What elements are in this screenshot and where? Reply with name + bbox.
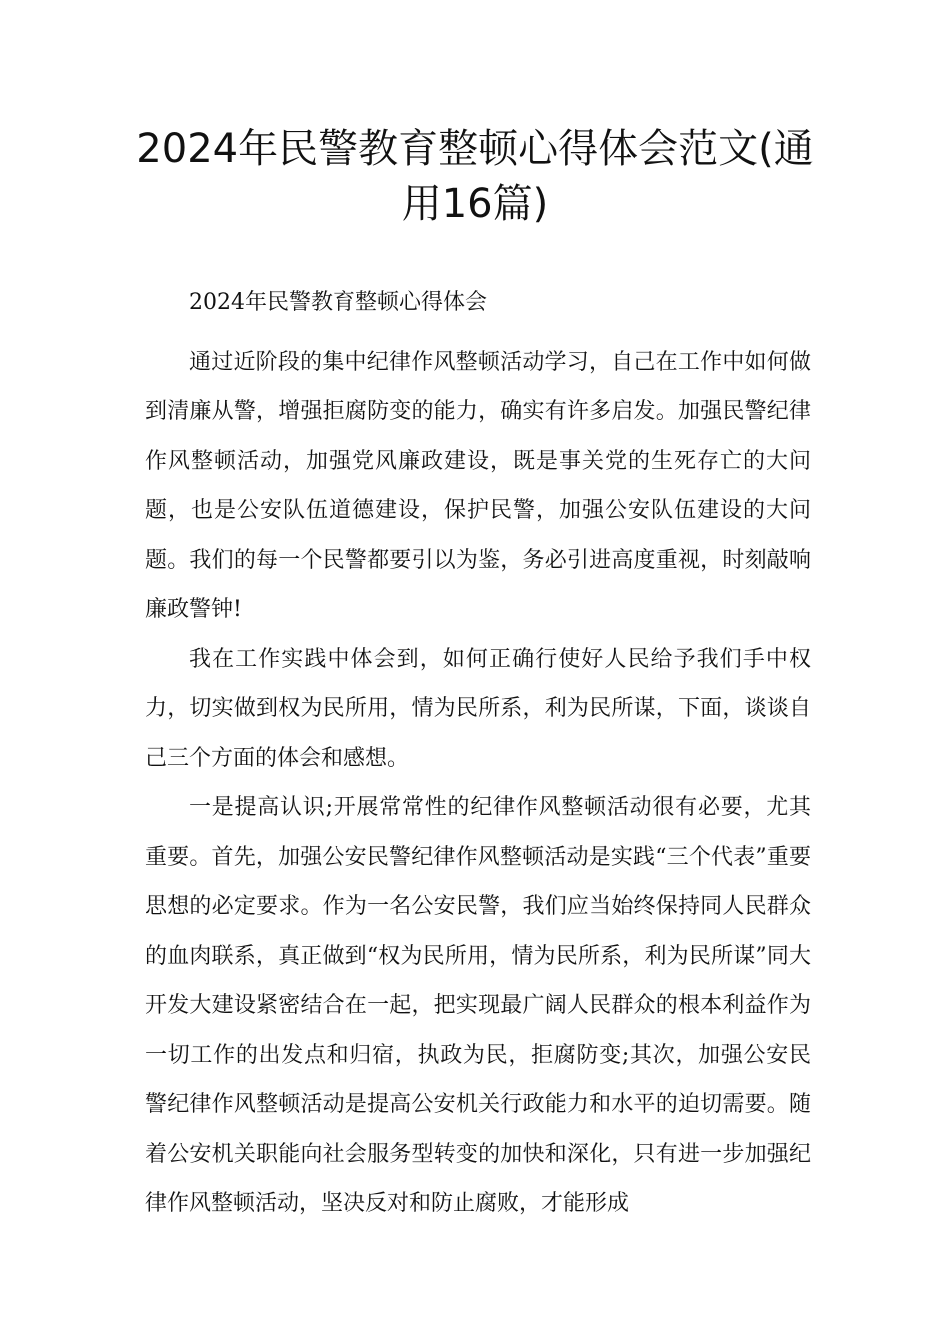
body-paragraph: 通过近阶段的集中纪律作风整顿活动学习，自己在工作中如何做到清廉从警，增强拒腐防变的能力，确实有许多启发。加强民警纪律作风整顿活动，加强党风廉政建设，既是事关党的生死存亡的大问题，也是公安队伍道德建设，保护民警，加强公安队伍建设的大问题。我们的每一个民警都要引以为鉴，务必引进高度重视，时刻敲响廉政警钟! <box>145 349 811 622</box>
document-body <box>145 278 811 1229</box>
document-title: 2024年民警教育整顿心得体会范文(通用16篇) <box>136 126 814 227</box>
section-heading: 2024年民警教育整顿心得体会 <box>189 290 487 315</box>
body-paragraph: 一是提高认识;开展常常性的纪律作风整顿活动很有必要，尤其重要。首先，加强公安民警纪律作风整顿活动是实践“三个代表”重要思想的必定要求。作为一名公安民警，我们应当始终保持同人民群众的血肉联系，真正做到“权为民所用，情为民所系，利为民所谋”同大开发大建设紧密结合在一起，把实现最广阔人民群众的根本利益作为一切工作的出发点和归宿，执政为民，拒腐防变;其次，加强公安民警纪律作风整顿活动是提高公安机关行政能力和水平的迫切需要。随着公安机关职能向社会服务型转变的加快和深化，只有进一步加强纪律作风整顿活动，坚决反对和防止腐败，才能形成 <box>145 795 811 1216</box>
body-paragraph: 我在工作实践中体会到，如何正确行使好人民给予我们手中权力，切实做到权为民所用，情为民所系，利为民所谋，下面，谈谈自己三个方面的体会和感想。 <box>145 646 811 771</box>
